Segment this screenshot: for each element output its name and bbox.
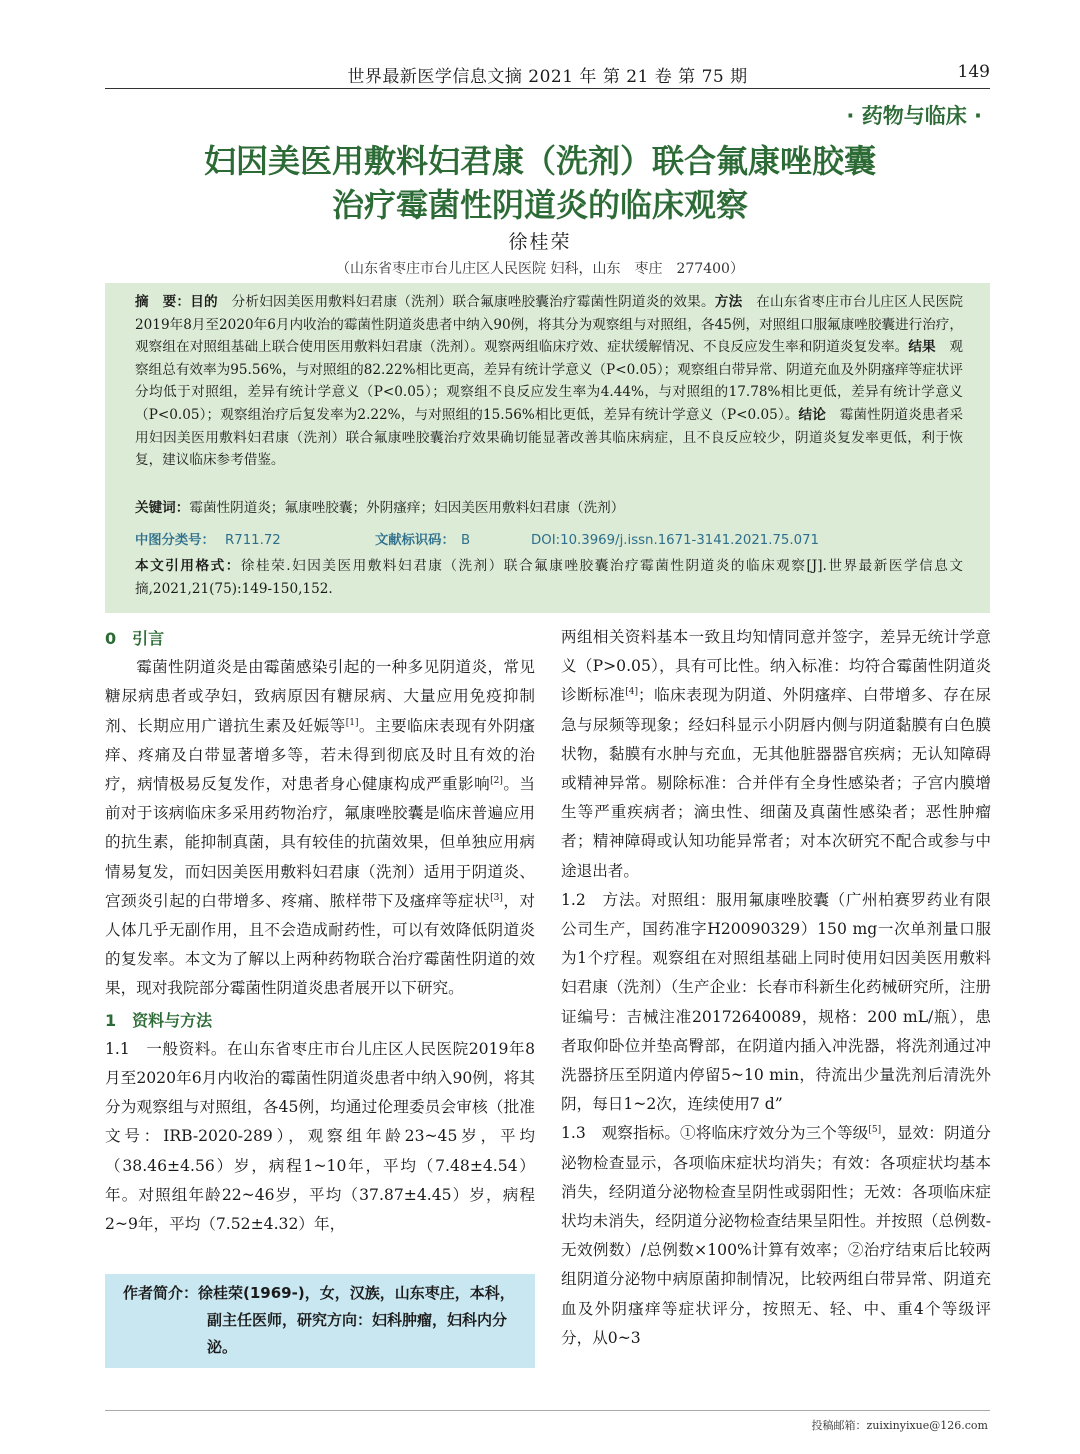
author-bio-box: [105, 1274, 535, 1368]
intro-text-2: 。主要临床表现有外阴瘙痒、疼痛及白带显著增多等，若未得到彻底及时且有效的治疗，病情极易反复发作，对患者身心健康构成严重影响: [105, 716, 535, 794]
methods-text: 在山东省枣庄市台儿庄区人民医院2019年8月至2020年6月内收治的霉菌性阴道炎患者中纳入90例，将其分为观察组与对照组，各45例，对照组口服氟康唑胶囊进行治疗，观察组在对照组基础上联合使用医用敷料妇君康（洗剂）。观察两组临床疗效、症状缓解情况、不良反应发生率和阴道炎复发率。: [135, 294, 964, 356]
author-name: 徐桂荣: [508, 231, 572, 253]
intro-text-4: ，对人体几乎无副作用，且不会造成耐药性，可以有效降低阴道炎的复发率。本文为了解以上两种药物联合治疗霉菌性阴道的效果，现对我院部分霉菌性阴道炎患者展开以下研究。: [105, 891, 535, 998]
doc-code-label: 文献标识码：: [375, 533, 455, 548]
intro-paragraph: [105, 653, 535, 1003]
citation-ref-1[interactable]: [1]: [345, 717, 359, 728]
clc-value: R711.72: [225, 533, 281, 548]
citation-ref-4[interactable]: [4]: [625, 687, 639, 698]
header-divider: [105, 88, 990, 89]
citation-ref-5[interactable]: [5]: [868, 1125, 882, 1136]
clc-label: 中图分类号：: [135, 533, 215, 548]
intro-text-3: 。当前对于该病临床多采用药物治疗，氟康唑胶囊是临床普遍应用的抗生素，能抑制真菌，具有较佳的抗菌效果，但单独应用病情易复发，而妇因美医用敷料妇君康（洗剂）适用于阴道炎、宫颈炎引起的白带增多、疼痛、脓样带下及瘙痒等症状: [105, 775, 535, 910]
bio-label: 作者简介：: [123, 1284, 199, 1302]
conclusion-label: 结论: [798, 406, 826, 423]
bio-text: 徐桂荣(1969-)，女，汉族，山东枣庄，本科，副主任医师，研究方向：妇科肿瘤，妇科内分泌。: [198, 1284, 515, 1356]
conclusion-text: 霉菌性阴道炎患者采用妇因美医用敷料妇君康（洗剂）联合氟康唑胶囊治疗效果确切能显著改善其临床病症，且不良反应较少，阴道炎复发率更低，利于恢复，建议临床参考借鉴。: [135, 406, 964, 469]
keywords-text: 霉菌性阴道炎；氟康唑胶囊；外阴瘙痒；妇因美医用敷料妇君康（洗剂）: [189, 500, 625, 516]
inclusion-text-2: ；临床表现为阴道、外阴瘙痒、白带增多、存在尿急与尿频等现象；经妇科显示小阴唇内侧与阴道黏膜有白色膜状物，黏膜有水肿与充血，无其他脏器器官疾病；无认知障碍或精神异常。剔除标准：合并伴有全身性感染者；子宫内膜增生等严重疾病者；滴虫性、细菌及真菌性感染者；恶性肿瘤者；精神障碍或认知功能异常者；对本次研究不配合或参与中途退出者。: [561, 686, 991, 880]
doc-code-value: B: [461, 533, 471, 548]
abstract-label: 摘 要：: [135, 294, 191, 310]
inclusion-paragraph: [561, 623, 991, 886]
observation-text-1: 1.3 观察指标。①将临床疗效分为三个等级: [561, 1124, 869, 1143]
author-bio: [123, 1280, 523, 1361]
running-header: [105, 58, 990, 88]
keywords-label: 关键词：: [135, 500, 190, 516]
doi-link[interactable]: DOI:10.3969/j.issn.1671-3141.2021.75.071: [531, 533, 819, 548]
results-label: 结果: [908, 339, 936, 356]
citation-label: 本文引用格式：: [135, 558, 241, 574]
citation-text: 徐桂荣.妇因美医用敷料妇君康（洗剂）联合氟康唑胶囊治疗霉菌性阴道炎的临床观察[J].世界最新医学信息文摘,2021,21(75):149-150,152.: [135, 558, 964, 597]
journal-issue-line: 世界最新医学信息文摘 2021 年 第 21 卷 第 75 期: [347, 67, 748, 87]
abstract-panel: [105, 283, 990, 613]
article-title-line-2: 治疗霉菌性阴道炎的临床观察: [331, 186, 748, 224]
inclusion-text-1: 两组相关资料基本一致且均知情同意并签字，差异无统计学意义（P>0.05），具有可比性。纳入标准：均符合霉菌性阴道炎诊断标准: [561, 628, 991, 705]
citation-ref-3[interactable]: [3]: [490, 892, 503, 903]
observation-paragraph: [561, 1119, 991, 1353]
general-data-paragraph: 1.1 一般资料。在山东省枣庄市台儿庄区人民医院2019年8月至2020年6月内收治的霉菌性阴道炎患者中纳入90例，将其分为观察组与对照组，各45例，均通过伦理委员会审核（批准文号：IRB-2020-289），观察组年龄23~45岁，平均（38.46±4.56）岁，病程1~10年，平均（7.48±4.54）年。对照组年龄22~46岁，平均（37.87±4.45）岁，病程2~9年，平均（7.52±4.32）年，: [105, 1039, 535, 1234]
right-column: [561, 623, 991, 1353]
footer-divider: [105, 1410, 990, 1411]
method-paragraph: 1.2 方法。对照组：服用氟康唑胶囊（广州柏赛罗药业有限公司生产，国药准字H20090329）150 mg一次单剂量口服为1个疗程。观察组在对照组基础上同时使用妇因美医用敷料妇君康（洗剂）（生产企业：长春市科新生化药械研究所，注册证编号：吉械注准20172640089，规格：200 mL/瓶），患者取仰卧位并垫高臀部，在阴道内插入冲洗器，将洗剂通过冲洗器挤压至阴道内停留5~10 min，待流出少量洗剂后清洗外阴，每日1~2次，连续使用7 d”: [561, 890, 991, 1114]
page-number: 149: [957, 62, 990, 82]
objective-text: 分析妇因美医用敷料妇君康（洗剂）联合氟康唑胶囊治疗霉菌性阴道炎的效果。: [217, 294, 715, 310]
left-column: [105, 624, 535, 1239]
observation-text-2: ，显效：阴道分泌物检查显示，各项临床症状均消失；有效：各项症状均基本消失，经阴道分泌物检查呈阴性或弱阳性；无效：各项临床症状均未消失，经阴道分泌物检查结果呈阳性。并按照（总例数-无效例数）/总例数×100%计算有效率；②治疗结束后比较两组阴道分泌物中病原菌抑制情况，比较两组白带异常、阴道充血及外阴瘙痒等症状评分，按照无、轻、中、重4个等级评分，从0~3: [561, 1124, 991, 1347]
article-title-line-1: 妇因美医用敷料妇君康（洗剂）联合氟康唑胶囊: [203, 142, 876, 180]
abstract-text: [135, 291, 963, 472]
section-tag: · 药物与临床 ·: [846, 104, 982, 128]
citation-block: [135, 555, 963, 600]
submission-email: 投稿邮箱：zuixinyixue@126.com: [811, 1419, 988, 1432]
citation-ref-2[interactable]: [2]: [490, 775, 503, 786]
classification-line: [135, 529, 963, 548]
heading-materials-methods: 1 资料与方法: [105, 1010, 213, 1030]
keywords-line: [135, 496, 963, 516]
heading-introduction: 0 引言: [105, 629, 165, 648]
author-affiliation: （山东省枣庄市台儿庄区人民医院 妇科，山东 枣庄 277400）: [336, 261, 744, 277]
results-text: 观察组总有效率为95.56%，与对照组的82.22%相比更高，差异有统计学意义（P<0.05）；观察组白带异常、阴道充血及外阴瘙痒等症状评分均低于对照组，差异有统计学意义（P<0.05）；观察组不良反应发生率为4.44%，与对照组的17.78%相比更低，差异有统计学意义（P<0.05）；观察组治疗后复发率为2.22%，与对照组的15.56%相比更低，差异有统计学意义（P<0.05）。: [135, 339, 963, 423]
intro-text-1: 霉菌性阴道炎是由霉菌感染引起的一种多见阴道炎，常见糖尿病患者或孕妇，致病原因有糖尿病、大量应用免疫抑制剂、长期应用广谱抗生素及妊娠等: [105, 658, 535, 735]
objective-label: 目的: [190, 294, 218, 310]
methods-label: 方法: [714, 294, 743, 310]
